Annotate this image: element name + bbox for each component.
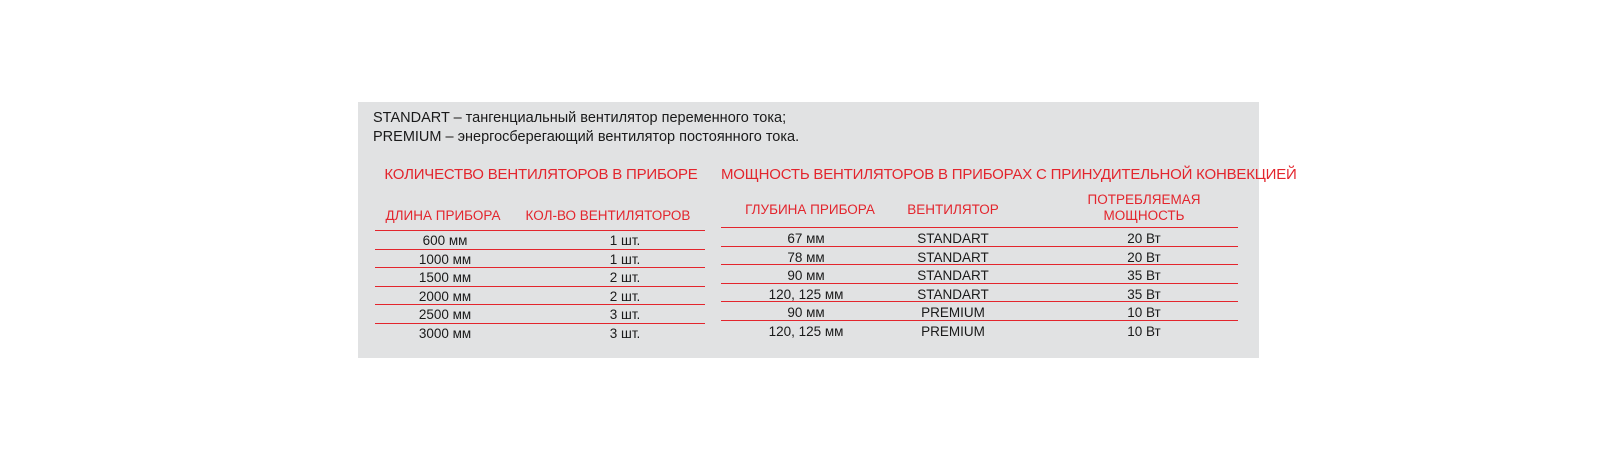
count-cell: 3 шт. xyxy=(609,307,641,322)
row-divider xyxy=(375,323,705,324)
right-header-power-line1: ПОТРЕБЛЯЕМАЯ xyxy=(1087,192,1201,207)
fan-type-cell: STANDART xyxy=(917,268,989,283)
length-cell: 1500 мм xyxy=(418,270,472,285)
row-divider xyxy=(721,227,1238,228)
row-divider xyxy=(375,304,705,305)
fan-count-row xyxy=(375,232,705,250)
right-header-power-line2: МОЩНОСТЬ xyxy=(1103,208,1185,223)
fan-count-row xyxy=(375,269,705,287)
depth-cell: 67 мм xyxy=(787,231,825,246)
row-divider xyxy=(375,249,705,250)
fan-type-cell: STANDART xyxy=(917,286,989,302)
fan-count-row xyxy=(375,306,705,324)
right-header-fan: ВЕНТИЛЯТОР xyxy=(907,202,999,217)
power-cell: 10 Вт xyxy=(1127,323,1161,339)
right-header-power xyxy=(1064,192,1224,224)
left-header-length: ДЛИНА ПРИБОРА xyxy=(385,208,501,223)
fan-count-row xyxy=(375,325,705,343)
fan-info-panel xyxy=(358,102,1297,358)
legend-standart: STANDART – тангенциальный вентилятор переменного тока; xyxy=(373,110,787,126)
length-cell: 3000 мм xyxy=(418,325,472,341)
row-divider xyxy=(375,267,705,268)
depth-cell: 78 мм xyxy=(787,249,825,265)
legend-premium: PREMIUM – энергосберегающий вентилятор постоянного тока. xyxy=(373,129,800,145)
count-cell: 3 шт. xyxy=(609,325,641,341)
depth-cell: 120, 125 мм xyxy=(768,286,844,302)
power-cell: 20 Вт xyxy=(1127,249,1161,265)
depth-cell: 120, 125 мм xyxy=(768,323,844,339)
row-divider xyxy=(721,264,1238,265)
count-cell: 1 шт. xyxy=(609,233,641,248)
fan-power-row xyxy=(721,323,1238,341)
power-cell: 10 Вт xyxy=(1127,305,1161,320)
row-divider xyxy=(721,283,1238,284)
fan-type-cell: STANDART xyxy=(917,249,989,265)
row-divider xyxy=(375,230,705,231)
fan-type-cell: STANDART xyxy=(917,231,989,246)
right-header-depth: ГЛУБИНА ПРИБОРА xyxy=(745,202,875,217)
row-divider xyxy=(375,286,705,287)
fan-count-row xyxy=(375,251,705,269)
count-cell: 2 шт. xyxy=(609,270,641,285)
row-divider xyxy=(721,301,1238,302)
row-divider xyxy=(721,246,1238,247)
count-cell: 2 шт. xyxy=(609,288,641,304)
left-header-count: КОЛ-ВО ВЕНТИЛЯТОРОВ xyxy=(525,208,691,223)
count-cell: 1 шт. xyxy=(609,251,641,267)
fan-type-cell: PREMIUM xyxy=(921,323,985,339)
length-cell: 1000 мм xyxy=(418,251,472,267)
length-cell: 2000 мм xyxy=(418,288,472,304)
power-cell: 20 Вт xyxy=(1127,231,1161,246)
fan-count-row xyxy=(375,288,705,306)
length-cell: 2500 мм xyxy=(418,307,472,322)
left-table-title: КОЛИЧЕСТВО ВЕНТИЛЯТОРОВ В ПРИБОРЕ xyxy=(384,166,698,183)
power-cell: 35 Вт xyxy=(1127,268,1161,283)
legend-text xyxy=(373,109,799,147)
length-cell: 600 мм xyxy=(422,233,468,248)
right-table-title: МОЩНОСТЬ ВЕНТИЛЯТОРОВ В ПРИБОРАХ С ПРИНУДИТЕЛЬНОЙ КОНВЕКЦИЕЙ xyxy=(721,166,1297,183)
power-cell: 35 Вт xyxy=(1127,286,1161,302)
fan-type-cell: PREMIUM xyxy=(921,305,985,320)
depth-cell: 90 мм xyxy=(787,268,825,283)
row-divider xyxy=(721,320,1238,321)
depth-cell: 90 мм xyxy=(787,305,825,320)
